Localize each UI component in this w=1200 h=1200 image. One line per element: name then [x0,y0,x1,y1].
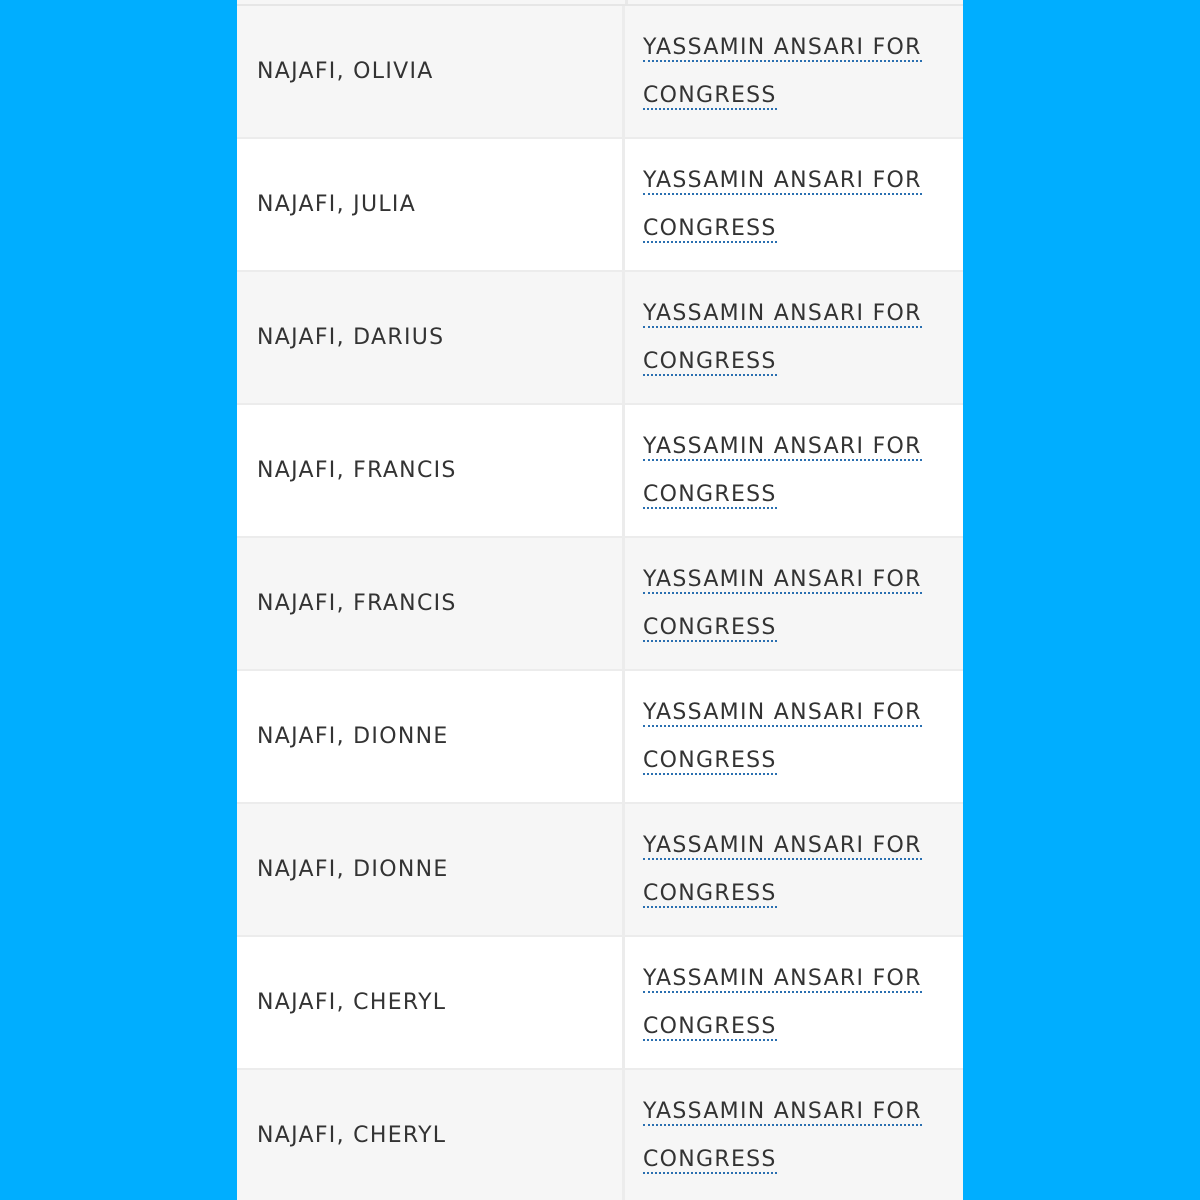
contributor-name: NAJAFI, CHERYL [237,937,625,1068]
table-row [237,937,963,1070]
contributor-name: NAJAFI, DIONNE [237,671,625,802]
committee-link[interactable]: YASSAMIN ANSARI FOR CONGRESS [643,34,922,108]
table-row [237,6,963,139]
table-row [237,1070,963,1200]
committee-link[interactable]: YASSAMIN ANSARI FOR CONGRESS [643,300,922,374]
committee-link[interactable]: YASSAMIN ANSARI FOR CONGRESS [643,1098,922,1172]
contributor-name: NAJAFI, FRANCIS [237,538,625,669]
contributor-name: NAJAFI, JULIA [237,139,625,270]
committee-link[interactable]: YASSAMIN ANSARI FOR CONGRESS [643,167,922,241]
table-row [237,405,963,538]
table-row [237,538,963,671]
contributor-name: NAJAFI, DARIUS [237,272,625,403]
table-row [237,272,963,405]
contributions-table [237,0,963,1200]
contributor-name: NAJAFI, FRANCIS [237,405,625,536]
committee-link[interactable]: YASSAMIN ANSARI FOR CONGRESS [643,832,922,906]
table-row [237,139,963,272]
contributor-name: NAJAFI, OLIVIA [237,6,625,137]
table-row [237,804,963,937]
table-row [237,671,963,804]
committee-link[interactable]: YASSAMIN ANSARI FOR CONGRESS [643,699,922,773]
contributor-name: NAJAFI, DIONNE [237,804,625,935]
committee-link[interactable]: YASSAMIN ANSARI FOR CONGRESS [643,965,922,1039]
contributor-name: NAJAFI, CHERYL [237,1070,625,1200]
committee-link[interactable]: YASSAMIN ANSARI FOR CONGRESS [643,433,922,507]
committee-link[interactable]: YASSAMIN ANSARI FOR CONGRESS [643,566,922,640]
